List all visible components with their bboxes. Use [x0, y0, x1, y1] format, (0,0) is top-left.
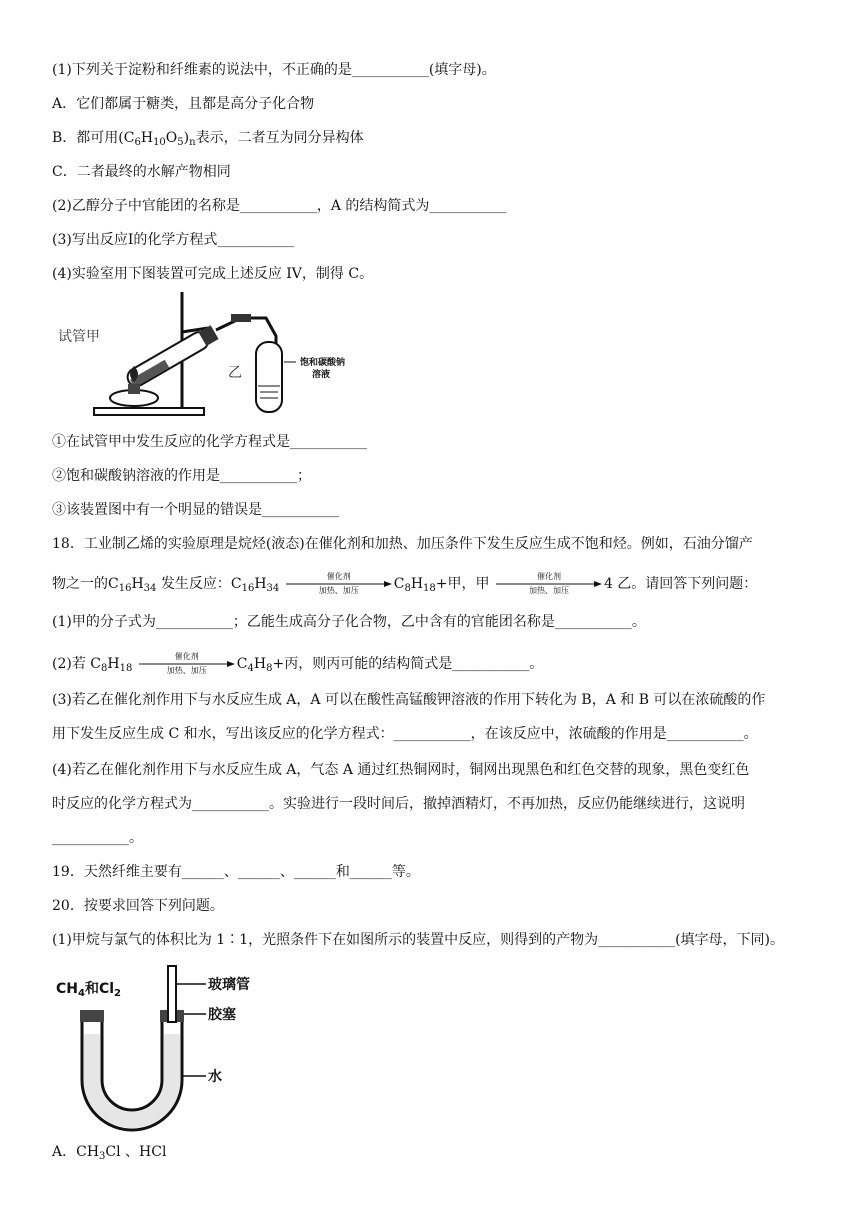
q18-part3-line1: (3)若乙在催化剂作用下与水反应生成 A，A 可以在酸性高锰酸钾溶液的作用下转化为 B，A 和 B 可以在浓硫酸的作	[52, 692, 766, 708]
q18-part3-line2: 用下发生反应生成 C 和水，写出该反应的化学方程式：___________，在该反应中，浓硫酸的作用是___________。	[52, 726, 758, 742]
text: H	[107, 656, 120, 672]
condition-bottom: 加热、加压	[166, 666, 207, 675]
q18-part4-line2: 时反应的化学方程式为___________。实验进行一段时间后，撤掉酒精灯，不再加热，反应仍能继续进行，这说明	[52, 796, 745, 812]
stopper-left	[80, 1010, 104, 1022]
text: 4 乙。请回答下列问题：	[603, 576, 758, 592]
text: 物之一的C	[52, 576, 119, 592]
q18-part4-line1: (4)若乙在催化剂作用下与水反应生成 A，气态 A 通过红热铜网时，铜网出现黑色和红色交替的现象，黑色变红色	[52, 762, 750, 778]
text: CH	[56, 981, 78, 997]
subscript: 18	[423, 583, 436, 594]
reaction-arrow	[284, 572, 394, 596]
q17-part3: (3)写出反应I的化学方程式___________	[52, 232, 295, 248]
label-tube-a: 试管甲	[58, 329, 100, 345]
text: B．都可用(C	[52, 130, 135, 146]
reaction-arrow	[137, 652, 237, 676]
stand-base	[94, 408, 204, 415]
text: +丙，则丙可能的结构简式是___________。	[272, 656, 544, 672]
q17-option-b	[52, 128, 364, 148]
label-solution-2: 溶液	[312, 370, 331, 380]
subscript: 8	[404, 583, 411, 594]
text: H	[410, 576, 424, 592]
q19: 19．天然纤维主要有______、______、______和______等。	[52, 864, 420, 880]
label-solution-1: 饱和碳酸钠	[300, 358, 346, 368]
text: )	[183, 130, 190, 146]
text: Cl 、HCl	[105, 1144, 167, 1160]
text: H	[253, 656, 267, 672]
subscript: 4	[247, 663, 254, 674]
text: 发生反应：C	[156, 576, 242, 592]
subscript: 2	[114, 988, 122, 999]
q20-stem: 20．按要求回答下列问题。	[52, 898, 224, 914]
text: A．CH	[52, 1144, 100, 1160]
subscript: 34	[266, 583, 280, 594]
q17-option-a: A．它们都属于糖类，且都是高分子化合物	[52, 96, 315, 112]
q18-part4-line3: ___________。	[52, 830, 143, 846]
condition-top: 催化剂	[536, 572, 561, 581]
q17-option-c: C．二者最终的水解产物相同	[52, 164, 231, 180]
subscript: 10	[153, 137, 166, 148]
q20-part1: (1)甲烷与氯气的体积比为 1∶1，光照条件下在如图所示的装置中反应，则得到的产物为___________(填字母，下同)。	[52, 932, 785, 948]
label-stopper: 胶塞	[208, 1007, 236, 1023]
subscript: 6	[134, 137, 141, 148]
label-glass-tube: 玻璃管	[208, 977, 250, 993]
text: C	[393, 576, 405, 592]
subscript: n	[189, 137, 196, 148]
text: +甲，甲	[435, 576, 490, 592]
q17-sub3: ③该装置图中有一个明显的错误是___________	[52, 502, 339, 518]
condition-bottom: 加热、加压	[318, 586, 359, 595]
subscript: 5	[177, 137, 184, 148]
q17-part4: (4)实验室用下图装置可完成上述反应 IV，制得 C。	[52, 266, 374, 282]
q17-part1: (1)下列关于淀粉和纤维素的说法中，不正确的是___________(填字母)。	[52, 62, 496, 78]
q18-stem-2	[52, 572, 757, 596]
q18-stem-1: 18．工业制乙烯的实验原理是烷烃(液态)在催化剂和加热、加压条件下发生反应生成不饱和烃。例如，石油分馏产	[52, 536, 753, 552]
text: (2)若 C	[52, 656, 101, 672]
glass-tube	[168, 966, 176, 1022]
test-tube-b	[256, 342, 282, 412]
condition-bottom: 加热、加压	[528, 586, 569, 595]
text: H	[131, 576, 144, 592]
label-water: 水	[208, 1069, 222, 1085]
reaction-arrow	[494, 572, 604, 596]
subscript: 8	[266, 663, 273, 674]
u-tube-inner	[102, 1022, 162, 1110]
text: 和Cl	[84, 981, 115, 997]
water-fill	[84, 1034, 180, 1128]
q20-option-a	[52, 1142, 166, 1162]
subscript: 16	[118, 583, 132, 594]
test-tube-a	[124, 324, 219, 389]
q17-sub2: ②饱和碳酸钠溶液的作用是___________；	[52, 468, 311, 484]
subscript: 16	[241, 583, 255, 594]
text: 表示，二者互为同分异构体	[195, 130, 364, 146]
subscript: 34	[143, 583, 157, 594]
q18-part1: (1)甲的分子式为___________；乙能生成高分子化合物，乙中含有的官能团名称是___________。	[52, 614, 646, 630]
subscript: 8	[101, 663, 108, 674]
subscript: 18	[119, 663, 133, 674]
subscript: 4	[78, 988, 85, 999]
text: H	[254, 576, 267, 592]
q17-part2: (2)乙醇分子中官能团的名称是___________，A 的结构简式为___________	[52, 198, 507, 214]
text: H	[140, 130, 154, 146]
text: O	[165, 130, 178, 146]
q17-sub1: ①在试管甲中发生反应的化学方程式是___________	[52, 434, 367, 450]
subscript: 3	[99, 1151, 106, 1162]
text: C	[236, 656, 248, 672]
label-gas	[56, 978, 121, 998]
q18-part2	[52, 652, 543, 676]
condition-top: 催化剂	[326, 572, 351, 581]
label-tube-b: 乙	[228, 365, 242, 381]
condition-top: 催化剂	[174, 652, 199, 661]
